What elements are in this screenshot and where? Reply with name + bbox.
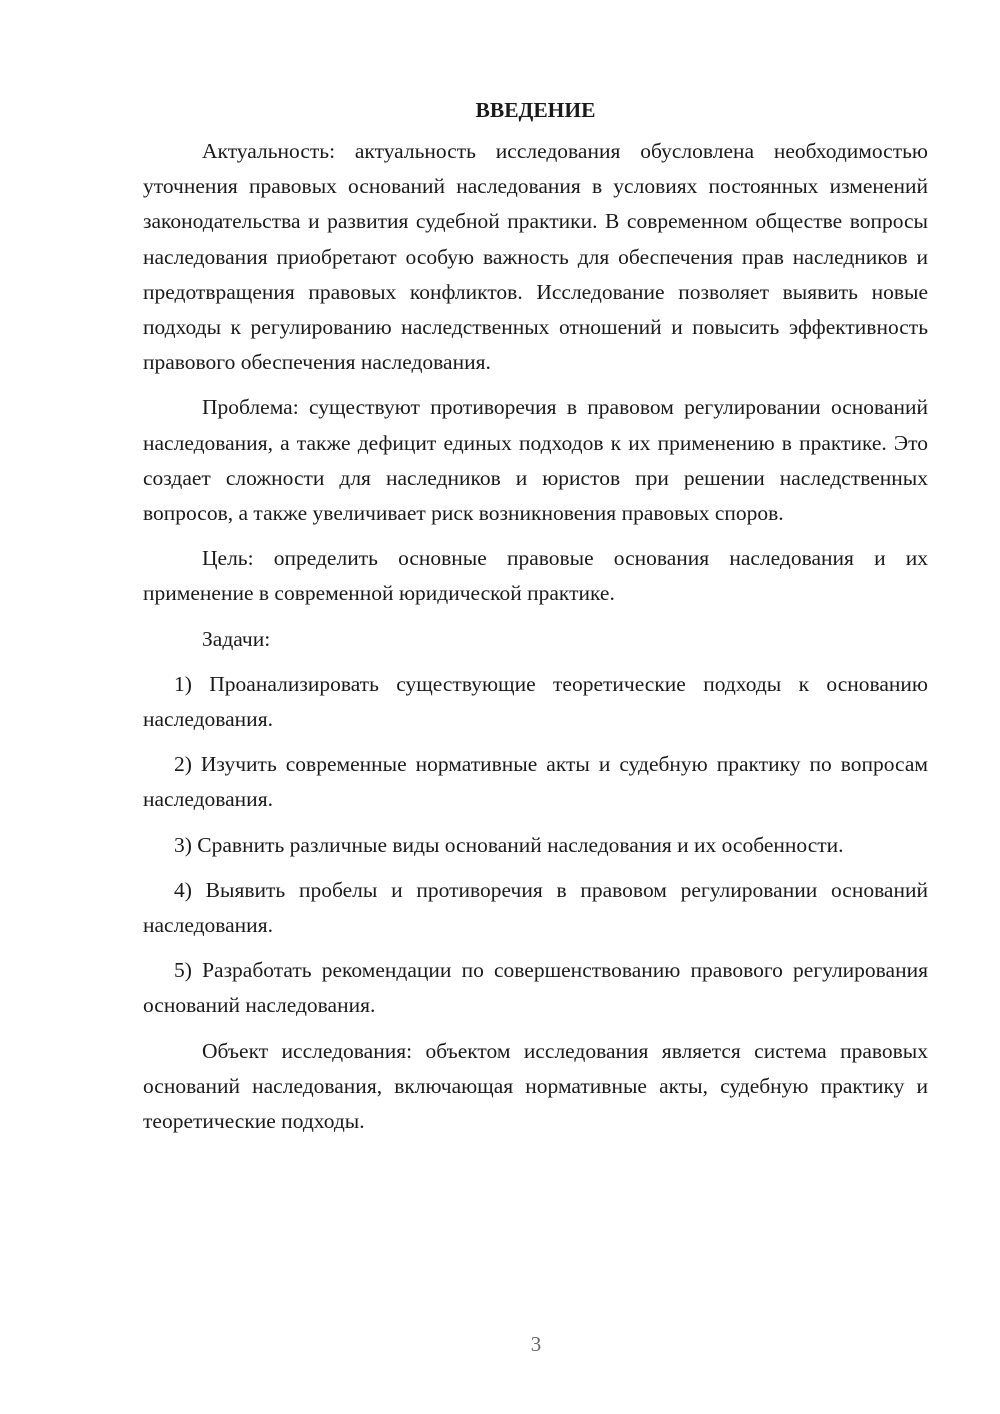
task-item-4: 4) Выявить пробелы и противоречия в правовом регулировании оснований наследования. <box>143 877 928 938</box>
task-item-3: 3) Сравнить различные виды оснований наследования и их особенности. <box>174 832 844 857</box>
paragraph-object: Объект исследования: объектом исследования является система правовых оснований наследования, включающая нормативные акты, судебную практику и теоретические подходы. <box>143 1038 928 1134</box>
tasks-heading: Задачи: <box>202 626 271 651</box>
task-item-1: 1) Проанализировать существующие теоретические подходы к основанию наследования. <box>143 671 928 732</box>
paragraph-relevance: Актуальность: актуальность исследования обусловлена необходимостью уточнения правовых оснований наследования в условиях постоянных изменений законодательства и развития судебной практики. В современном обществе вопросы наследования приобретают особую важность для обеспечения прав наследников и предотвращения правовых конфликтов. Исследование позволяет выявить новые подходы к регулированию наследственных отношений и повысить эффективность правового обеспечения наследования. <box>143 139 928 375</box>
task-item-5: 5) Разработать рекомендации по совершенствованию правового регулирования оснований наследования. <box>143 958 928 1018</box>
paragraph-goal: Цель: определить основные правовые основания наследования и их применение в современной юридической практике. <box>143 546 928 606</box>
page-content <box>143 93 928 1139</box>
page-title: ВВЕДЕНИЕ <box>475 98 596 122</box>
paragraph-problem: Проблема: существуют противоречия в правовом регулировании оснований наследования, а также дефицит единых подходов к их применению в практике. Это создает сложности для наследников и юристов при решении наследственных вопросов, а также увеличивает риск возникновения правовых споров. <box>143 395 928 526</box>
task-item-2: 2) Изучить современные нормативные акты и судебную практику по вопросам наследования. <box>143 752 928 812</box>
page-number: 3 <box>530 1332 542 1356</box>
